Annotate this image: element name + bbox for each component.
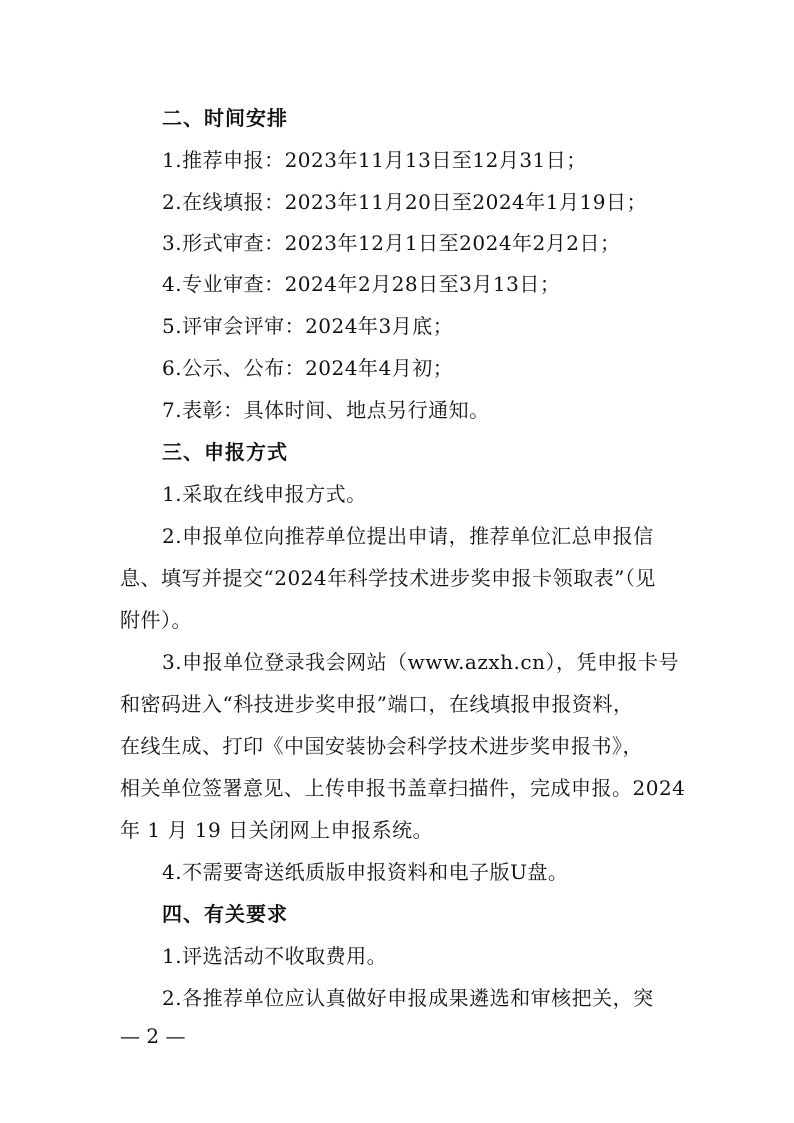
requirement-item-1: 1.评选活动不收取费用。 (162, 944, 388, 968)
requirement-item-2-line-1: 2.各推荐单位应认真做好申报成果遴选和审核把关，突 (162, 986, 654, 1010)
schedule-item-5: 5.评审会评审：2024年3月底； (162, 314, 454, 338)
method-item-3-line-4: 相关单位签署意见、上传申报书盖章扫描件，完成申报。2024 (120, 776, 686, 800)
method-item-2-line-1: 2.申报单位向推荐单位提出申请，推荐单位汇总申报信 (162, 524, 654, 548)
schedule-item-3: 3.形式审查：2023年12月1日至2024年2月2日； (162, 231, 621, 255)
schedule-item-6: 6.公示、公布：2024年4月初； (162, 356, 454, 380)
schedule-item-1: 1.推荐申报：2023年11月13日至12月31日； (162, 148, 587, 172)
method-item-1: 1.采取在线申报方式。 (162, 482, 367, 506)
method-item-2-line-2: 息、填写并提交“2024年科学技术进步奖申报卡领取表”（见 (120, 566, 656, 590)
schedule-item-4: 4.专业审查：2024年2月28日至3月13日； (162, 272, 561, 296)
method-item-3-line-2: 和密码进入“科技进步奖申报”端口，在线填报申报资料， (120, 692, 634, 716)
method-item-4: 4.不需要寄送纸质版申报资料和电子版U盘。 (162, 860, 569, 884)
page-number: — 2 — (120, 1024, 186, 1048)
method-item-3-line-5: 年 1 月 19 日关闭网上申报系统。 (120, 818, 434, 842)
section-heading-requirements: 四、有关要求 (162, 902, 288, 926)
schedule-item-7: 7.表彰：具体时间、地点另行通知。 (162, 398, 490, 422)
method-item-2-line-3: 附件）。 (120, 608, 192, 632)
method-item-3-line-1: 3.申报单位登录我会网站（www.azxh.cn），凭申报卡号 (162, 650, 679, 674)
schedule-item-2: 2.在线填报：2023年11月20日至2024年1月19日； (162, 190, 647, 214)
section-heading-time-schedule: 二、时间安排 (162, 106, 288, 130)
method-item-3-line-3: 在线生成、打印《中国安装协会科学技术进步奖申报书》， (120, 734, 643, 758)
section-heading-application-method: 三、申报方式 (162, 440, 288, 464)
